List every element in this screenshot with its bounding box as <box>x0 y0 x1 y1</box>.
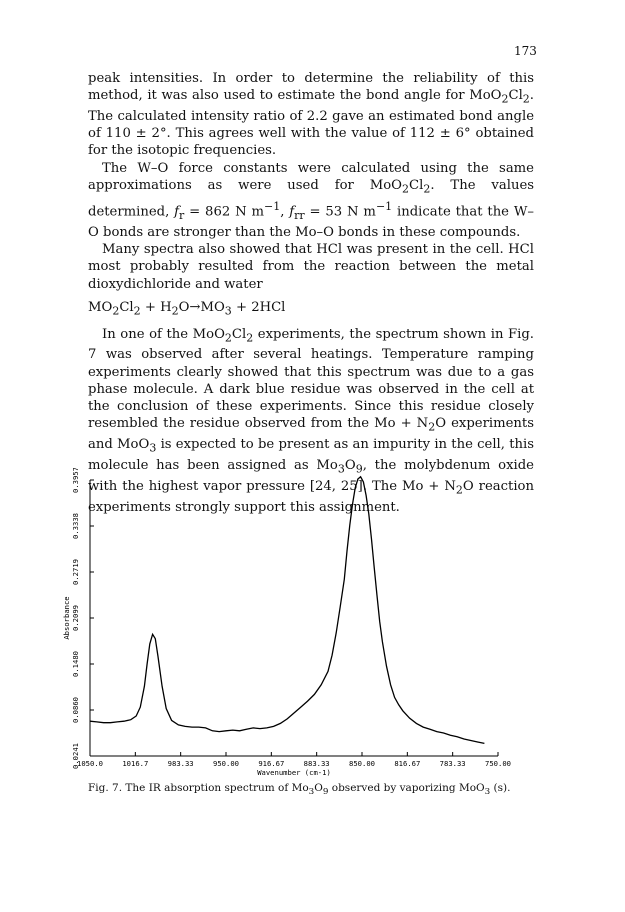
y-axis-label: Absorbance <box>62 596 71 640</box>
page-number: 173 <box>514 44 537 58</box>
y-tick-label: 0.3957 <box>71 468 80 493</box>
paragraph: Many spectra also showed that HCl was present in the cell. HCl most probably resulted from the reaction between the metal dioxydichloride and water <box>88 242 534 292</box>
ir-spectrum-chart <box>60 468 560 788</box>
figure-caption: Fig. 7. The IR absorption spectrum of $Mo_3O_9$ observed by vaporizing MoO$_3$ (s). <box>88 782 511 798</box>
equation: $MO_2Cl_2 + H_2O\to MO_3 + 2HCl$ <box>88 299 286 318</box>
y-tick-label: 0.2099 <box>71 605 80 631</box>
x-tick-label: 983.33 <box>167 759 194 768</box>
spectrum-line <box>90 477 484 744</box>
figure <box>60 468 560 788</box>
y-tick-label: 0.0860 <box>71 697 80 723</box>
x-tick-label: 950.00 <box>213 759 239 768</box>
y-tick-label: 0.1480 <box>71 651 80 677</box>
x-tick-label: 883.33 <box>303 759 330 768</box>
x-tick-label: 916.67 <box>258 759 285 768</box>
x-tick-label: 750.00 <box>485 759 511 768</box>
x-tick-label: 816.67 <box>394 759 421 768</box>
y-tick-label: 0.0241 <box>71 743 80 769</box>
paragraph: peak intensities. In order to determine the reliability of this method, it was also used to estimate the bond angle for $MoO_2Cl_2$. The calculated intensity ratio of 2.2 gave an estimated bond angle of 110 ± 2°. This agrees well with the value of 112 ± 6° obtained for the isotopic frequencies. <box>88 71 534 159</box>
x-tick-label: 1050.0 <box>77 759 103 768</box>
x-axis-label: Wavenumber (cm-1) <box>257 768 331 777</box>
x-tick-label: 850.00 <box>349 759 375 768</box>
x-tick-label: 783.33 <box>439 759 466 768</box>
x-tick-label: 1016.7 <box>122 759 149 768</box>
paragraph: The W–O force constants were calculated using the same approximations as were used for $MoO_2Cl_2$. The values determined, $f_r = 862$ N $m^{-1}$, $f_{rr} = 53$ N $m^{-1}$ indicate that the W–O bonds are stronger than the Mo–O bonds in these compounds. <box>88 160 535 240</box>
paragraph: In one of the $MoO_2Cl_2$ experiments, the spectrum shown in Fig. 7 was observed after several heatings. Temperature ramping experiments clearly showed that this spectrum was due to a gas phase molecule. A dark blue residue was observed in the cell at the conclusion of these experiments. Since this residue closely resembled the residue observed from the $Mo + N_2O$ experiments and MoO$_3$ is expected to be present as an impurity in the cell, this molecule has been assigned as $Mo_3O_9$, the molybdenum oxide with the highest vapor pressure [24, 25]. The $Mo + N_2O$ reaction experiments strongly support this assignment. <box>88 326 535 515</box>
y-tick-label: 0.2719 <box>71 559 80 585</box>
body-text <box>88 70 534 516</box>
y-tick-label: 0.3338 <box>71 513 80 539</box>
